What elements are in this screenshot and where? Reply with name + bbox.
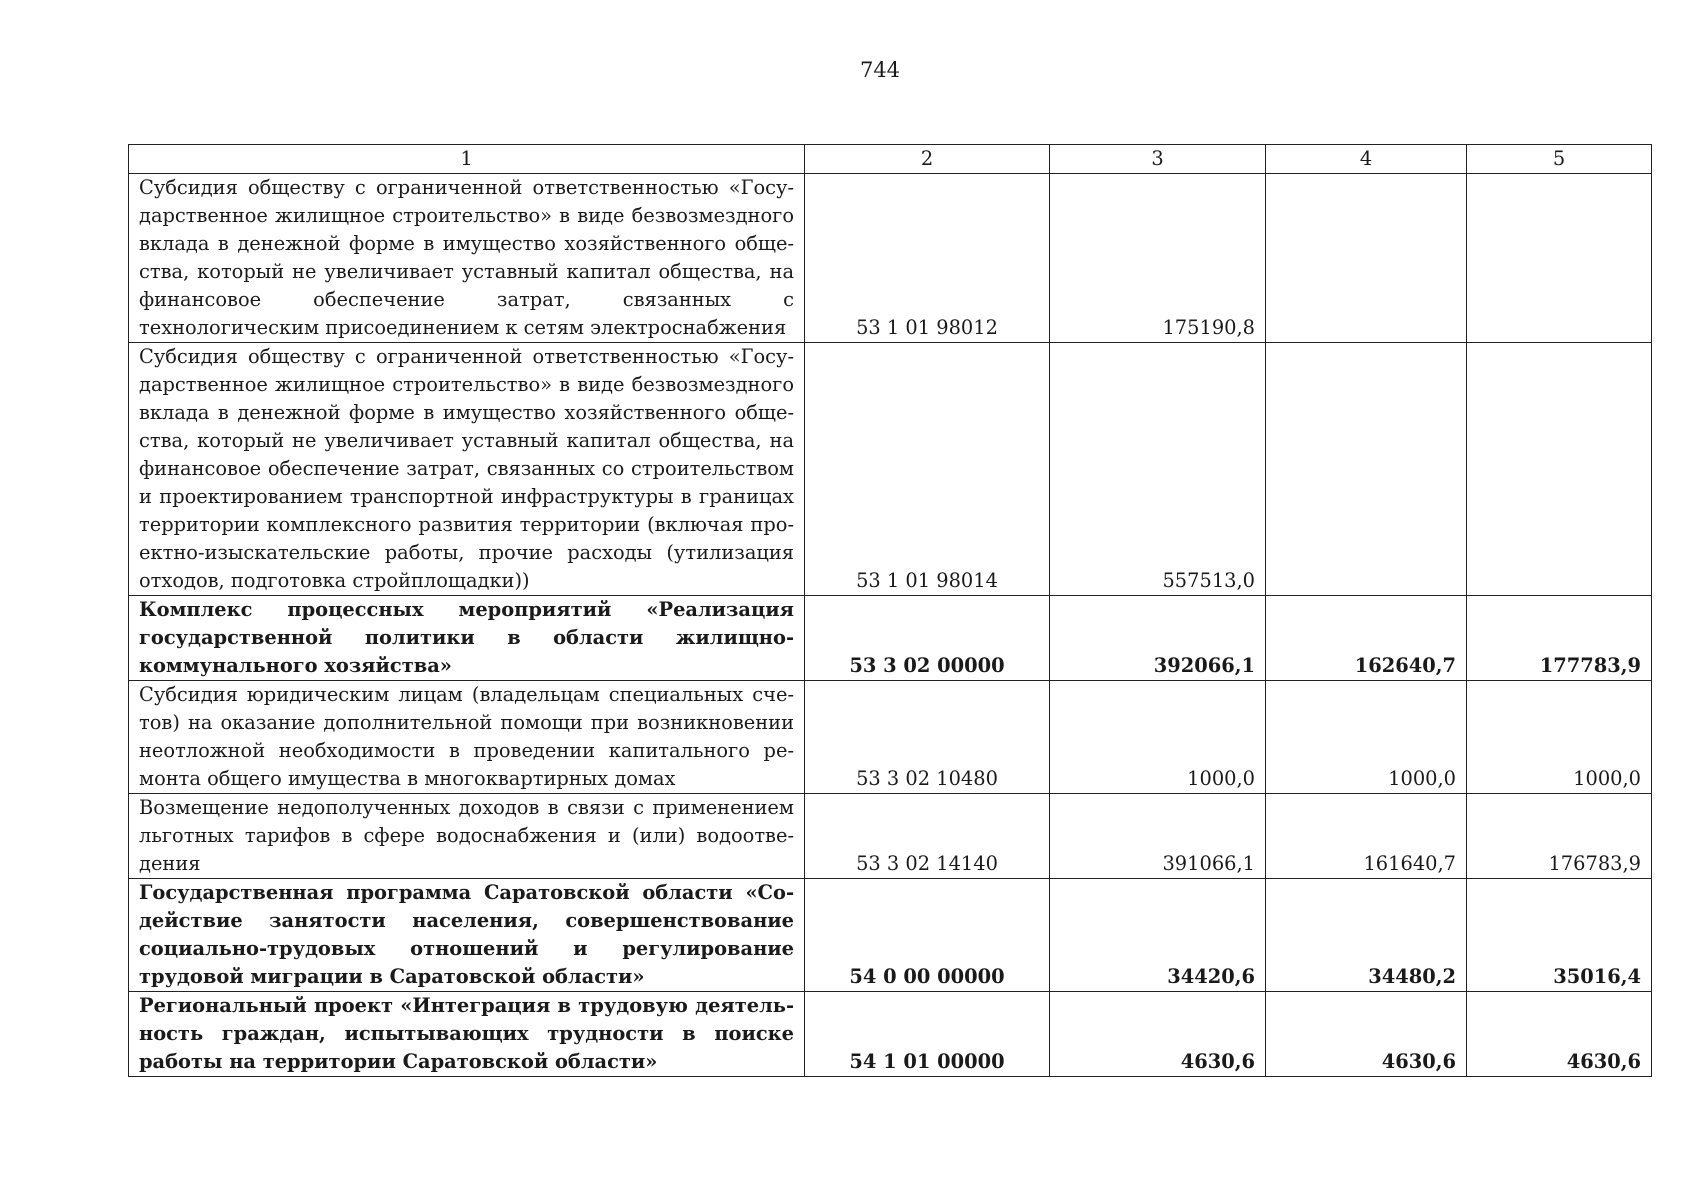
header-col-2: 2 — [805, 145, 1050, 174]
header-row — [129, 145, 1652, 174]
row-code: 54 0 00 00000 — [805, 879, 1050, 992]
row-col4-value: 4630,6 — [1266, 992, 1467, 1077]
row-col5-value: 35016,4 — [1467, 879, 1652, 992]
row-description: Субсидия обществу с ограниченной ответственностью «Государственное жилищное строительство» в виде безвозмездного вклада в денежной форме в имущество хозяйственного общества, который не увеличивает уставный капитал общества, на финансовое обеспечение затрат, связанных с технологическим присоединением к сетям электроснабжения — [129, 174, 805, 343]
header-col-3: 3 — [1050, 145, 1266, 174]
row-col4-value — [1266, 174, 1467, 343]
row-description: Субсидия юридическим лицам (владельцам специальных счетов) на оказание дополнительной помощи при возникновении неотложной необходимости в проведении капитального ремонта общего имущества в многоквартирных домах — [129, 681, 805, 794]
table-row — [129, 794, 1652, 879]
row-code: 53 1 01 98012 — [805, 174, 1050, 343]
row-code: 53 1 01 98014 — [805, 343, 1050, 596]
row-description: Региональный проект «Интеграция в трудовую деятельность граждан, испытывающих трудности в поиске работы на территории Саратовской области» — [129, 992, 805, 1077]
row-col3-value: 392066,1 — [1050, 596, 1266, 681]
header-col-4: 4 — [1266, 145, 1467, 174]
row-col4-value: 161640,7 — [1266, 794, 1467, 879]
row-col5-value — [1467, 343, 1652, 596]
row-col3-value: 391066,1 — [1050, 794, 1266, 879]
row-col4-value: 162640,7 — [1266, 596, 1467, 681]
row-description: Возмещение недополученных доходов в связи с применением льготных тарифов в сфере водоснабжения и (или) водоотведения — [129, 794, 805, 879]
row-code: 54 1 01 00000 — [805, 992, 1050, 1077]
row-code: 53 3 02 00000 — [805, 596, 1050, 681]
row-col5-value: 177783,9 — [1467, 596, 1652, 681]
table-row — [129, 681, 1652, 794]
row-col5-value — [1467, 174, 1652, 343]
row-col3-value: 34420,6 — [1050, 879, 1266, 992]
page-number: 744 — [859, 58, 901, 82]
row-col4-value — [1266, 343, 1467, 596]
table-row — [129, 174, 1652, 343]
row-description: Государственная программа Саратовской области «Содействие занятости населения, совершенствование социально-трудовых отношений и регулирование трудовой миграции в Саратовской области» — [129, 879, 805, 992]
row-col5-value: 4630,6 — [1467, 992, 1652, 1077]
header-col-1: 1 — [129, 145, 805, 174]
table-row — [129, 879, 1652, 992]
budget-table — [128, 144, 1652, 1077]
header-col-5: 5 — [1467, 145, 1652, 174]
table-row — [129, 343, 1652, 596]
row-col3-value: 4630,6 — [1050, 992, 1266, 1077]
row-description: Комплекс процессных мероприятий «Реализация государственной политики в области жилищно-коммунального хозяйства» — [129, 596, 805, 681]
row-col4-value: 34480,2 — [1266, 879, 1467, 992]
row-col4-value: 1000,0 — [1266, 681, 1467, 794]
row-col3-value: 557513,0 — [1050, 343, 1266, 596]
row-description: Субсидия обществу с ограниченной ответственностью «Государственное жилищное строительство» в виде безвозмездного вклада в денежной форме в имущество хозяйственного общества, который не увеличивает уставный капитал общества, на финансовое обеспечение затрат, связанных со строительством и проектированием транспортной инфраструктуры в границах территории комплексного развития территории (включая проектно-изыскательские работы, прочие расходы (утилизация отходов, подготовка стройплощадки)) — [129, 343, 805, 596]
row-col5-value: 1000,0 — [1467, 681, 1652, 794]
row-code: 53 3 02 14140 — [805, 794, 1050, 879]
row-col3-value: 1000,0 — [1050, 681, 1266, 794]
row-col5-value: 176783,9 — [1467, 794, 1652, 879]
row-code: 53 3 02 10480 — [805, 681, 1050, 794]
table-row — [129, 596, 1652, 681]
table-row — [129, 992, 1652, 1077]
row-col3-value: 175190,8 — [1050, 174, 1266, 343]
